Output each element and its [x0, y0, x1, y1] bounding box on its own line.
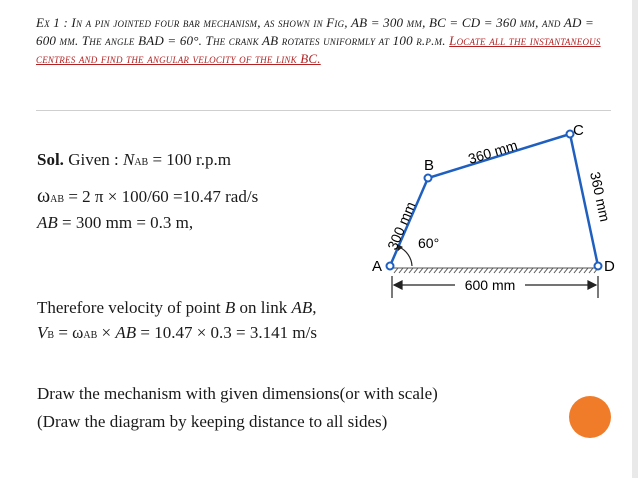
- four-bar-mechanism-diagram: [360, 118, 615, 303]
- omega-value: = 2 π × 100/60 =10.47 rad/s: [64, 187, 259, 206]
- instruction-2: (Draw the diagram by keeping distance to all sides): [37, 412, 388, 431]
- omega-subscript: AB: [50, 194, 65, 205]
- velocity-value: = 10.47 × 0.3 = 3.141 m/s: [136, 323, 317, 342]
- point-b-label: B: [424, 157, 435, 174]
- hatch-stroke: [564, 268, 568, 273]
- hatch-stroke: [579, 268, 583, 273]
- joint-b: [425, 175, 432, 182]
- hatch-stroke: [479, 268, 483, 273]
- instruction-1: Draw the mechanism with given dimensions(or with scale): [37, 384, 438, 403]
- hatch-stroke: [399, 268, 403, 273]
- joint-d: [595, 263, 602, 270]
- sol-label: Sol.: [37, 150, 64, 169]
- hatch-stroke: [459, 268, 463, 273]
- hatch-stroke: [404, 268, 408, 273]
- hatch-stroke: [539, 268, 543, 273]
- hatch-stroke: [419, 268, 423, 273]
- ab-symbol: AB: [37, 213, 58, 232]
- problem-text: Ex 1 : In a pin jointed four bar mechanism, as shown in Fig, AB = 300 mm, BC = CD = 360 mm, and AD = 600 mm. The angle BAD = 60°. The crank AB rotates uniformly at 100 r.p.m.: [36, 15, 594, 48]
- ab-term: AB: [115, 323, 137, 342]
- hatch-stroke: [409, 268, 413, 273]
- hatch-stroke: [509, 268, 513, 273]
- slide-edge: [632, 0, 638, 478]
- hatch-stroke: [429, 268, 433, 273]
- hatch-stroke: [514, 268, 518, 273]
- velocity-equation: [37, 323, 317, 343]
- ab-link-symbol: AB: [291, 298, 313, 317]
- omega-symbol: ω: [37, 185, 51, 207]
- hatch-stroke: [524, 268, 528, 273]
- angle-arc: [399, 247, 412, 266]
- ab-length-label: 300 mm: [384, 199, 419, 253]
- hatch-stroke: [444, 268, 448, 273]
- hatch-stroke: [504, 268, 508, 273]
- hatch-stroke: [584, 268, 588, 273]
- omega-ab-subscript: AB: [83, 330, 98, 341]
- bc-length-label: 360 mm: [466, 136, 520, 167]
- b-symbol: B: [224, 298, 236, 317]
- hatch-stroke: [569, 268, 573, 273]
- hatch-stroke: [439, 268, 443, 273]
- ground-hatch: [390, 268, 600, 273]
- decorative-circle: [569, 396, 611, 438]
- cd-length-label: 360 mm: [587, 170, 614, 224]
- hatch-stroke: [449, 268, 453, 273]
- given-speed: [37, 150, 231, 170]
- on-link-text: on link: [235, 298, 292, 317]
- joint-a: [387, 263, 394, 270]
- hatch-stroke: [574, 268, 578, 273]
- hatch-stroke: [554, 268, 558, 273]
- hatch-stroke: [559, 268, 563, 273]
- problem-question: Locate all the instantaneous centres and find the angular velocity of the link BC.: [36, 33, 601, 66]
- v-symbol: V: [37, 323, 48, 342]
- hatch-stroke: [494, 268, 498, 273]
- header-divider: [36, 110, 611, 111]
- comma: ,: [312, 298, 317, 317]
- hatch-stroke: [424, 268, 428, 273]
- hatch-stroke: [499, 268, 503, 273]
- hatch-stroke: [469, 268, 473, 273]
- hatch-stroke: [414, 268, 418, 273]
- point-d-label: D: [604, 258, 615, 275]
- hatch-stroke: [484, 268, 488, 273]
- ab-value: = 300 mm = 0.3 m,: [57, 213, 194, 232]
- velocity-intro: [37, 298, 317, 318]
- n-subscript: AB: [134, 157, 149, 168]
- n-symbol: N: [122, 150, 135, 169]
- hatch-stroke: [534, 268, 538, 273]
- hatch-stroke: [489, 268, 493, 273]
- hatch-stroke: [454, 268, 458, 273]
- hatch-stroke: [549, 268, 553, 273]
- point-c-label: C: [573, 122, 584, 139]
- hatch-stroke: [589, 268, 593, 273]
- hatch-stroke: [529, 268, 533, 273]
- problem-statement: [36, 14, 611, 68]
- angle-label: 60°: [418, 235, 440, 251]
- hatch-stroke: [464, 268, 468, 273]
- v-subscript: B: [47, 330, 55, 341]
- given-label: Given :: [63, 150, 123, 169]
- speed-value: = 100 r.p.m: [148, 150, 232, 169]
- ad-length-label: 600 mm: [464, 277, 516, 293]
- times: ×: [97, 323, 116, 342]
- angular-velocity: [37, 185, 258, 208]
- crank-length: [37, 213, 193, 233]
- hatch-stroke: [519, 268, 523, 273]
- hatch-stroke: [394, 268, 398, 273]
- hatch-stroke: [544, 268, 548, 273]
- hatch-stroke: [474, 268, 478, 273]
- equals-omega: = ω: [54, 323, 84, 342]
- hatch-stroke: [434, 268, 438, 273]
- point-a-label: A: [372, 258, 383, 275]
- velocity-intro-text: Therefore velocity of point: [37, 298, 225, 317]
